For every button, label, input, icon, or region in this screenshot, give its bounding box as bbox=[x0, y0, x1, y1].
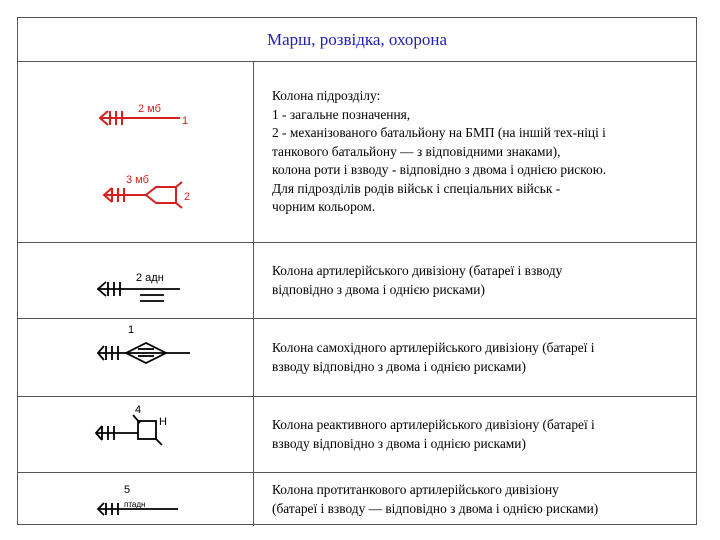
text-line: (батареї і взводу — відповідно з двома і однією рисками) bbox=[272, 500, 599, 516]
label-2: 2 bbox=[184, 191, 191, 203]
label-1: 1 bbox=[182, 115, 189, 127]
antitank-column-symbol bbox=[18, 473, 254, 527]
text-line: Для підрозділів родів військ і спеціальних військ - bbox=[272, 180, 561, 196]
description bbox=[272, 473, 690, 526]
text-line: Колона артилерійського дивізіону (батареї і взводу bbox=[272, 262, 563, 278]
label-1: 1 bbox=[128, 324, 135, 336]
symbol-cell bbox=[18, 473, 254, 526]
symbol-cell bbox=[18, 319, 254, 396]
text-line: колона роти і взводу - відповідно з двома і однією рискою. bbox=[272, 162, 607, 178]
label-4: 4 bbox=[135, 404, 142, 416]
table-row bbox=[18, 396, 696, 472]
label-3mb: 3 мб bbox=[126, 174, 149, 186]
label-5: 5 bbox=[124, 484, 131, 496]
table-row bbox=[18, 242, 696, 318]
rocket-column-symbol bbox=[18, 397, 254, 473]
label-ptadn: птадн bbox=[124, 500, 146, 509]
symbol-cell bbox=[18, 62, 254, 242]
text-line: Колона протитанкового артилерійського дивізіону bbox=[272, 481, 559, 497]
text-line: 1 - загальне позначення, bbox=[272, 106, 411, 122]
label-2mb: 2 мб bbox=[138, 103, 161, 115]
text-line: відповідно з двома і однією рисками) bbox=[272, 281, 485, 297]
description bbox=[272, 397, 690, 472]
text-line: Колона самохідного артилерійського дивізіону (батареї і bbox=[272, 339, 595, 355]
table-row bbox=[18, 472, 696, 526]
artillery-column-symbol bbox=[18, 243, 254, 319]
text-line: чорним кольором. bbox=[272, 199, 376, 215]
text-line: взводу відповідно з двома і однією рисками) bbox=[272, 358, 526, 374]
label-2adn: 2 адн bbox=[136, 272, 164, 284]
legend-table bbox=[17, 17, 697, 525]
description bbox=[272, 243, 690, 318]
text-line: танкового батальйону — з відповідними знаками), bbox=[272, 143, 561, 159]
text-line: Колона реактивного артилерійського дивізіону (батареї і bbox=[272, 416, 595, 432]
self-propelled-column-symbol bbox=[18, 319, 254, 397]
description bbox=[272, 62, 690, 242]
symbol-cell bbox=[18, 397, 254, 472]
page-title: Марш, розвідка, охорона bbox=[18, 18, 696, 62]
unit-column-symbol bbox=[18, 62, 254, 242]
symbol-cell bbox=[18, 243, 254, 318]
description bbox=[272, 319, 690, 396]
table-row bbox=[18, 62, 696, 242]
label-n: Н bbox=[159, 416, 167, 428]
text-line: взводу відповідно з двома і однією рисками) bbox=[272, 435, 526, 451]
table-row bbox=[18, 318, 696, 396]
text-line: Колона підрозділу: bbox=[272, 87, 381, 103]
text-line: 2 - механізованого батальйону на БМП (на іншій тех-ніці і bbox=[272, 125, 606, 141]
